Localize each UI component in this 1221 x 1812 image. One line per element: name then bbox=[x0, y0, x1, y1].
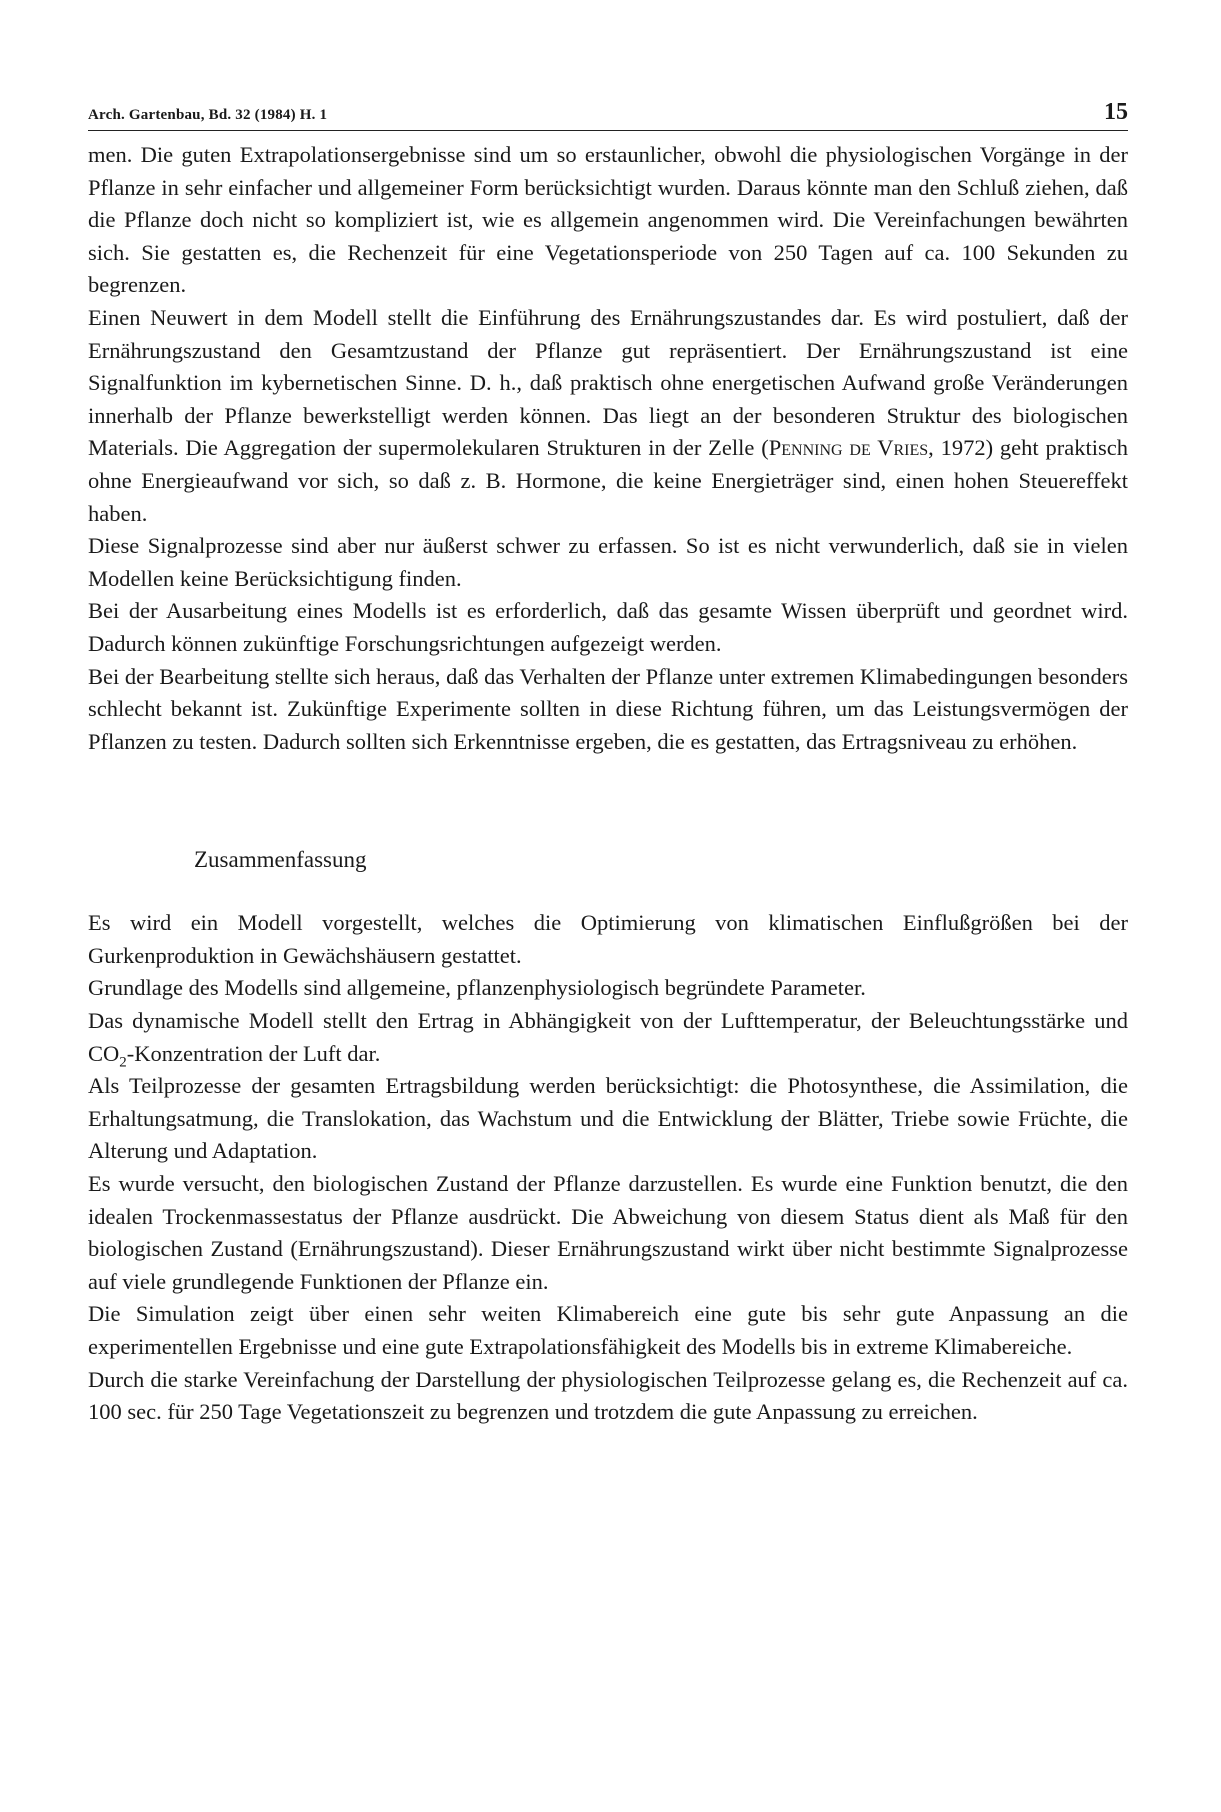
paragraph-text: , 1972) geht praktisch ohne Energieaufwand vor sich, so daß z. B. Hormone, die keine Energieträger sind, einen hohen Steuereffekt haben. bbox=[88, 435, 1128, 526]
section-heading-summary: Zusammenfassung bbox=[194, 847, 367, 873]
paragraph-model-development: Bei der Ausarbeitung eines Modells ist es erforderlich, daß das gesamte Wissen überprüft und geordnet wird. Dadurch können zukünftige Forschungsrichtungen aufgezeigt werden. bbox=[88, 598, 1128, 656]
citation-author: Penning de Vries bbox=[768, 435, 929, 461]
running-head bbox=[88, 96, 1128, 131]
paragraph-text: Einen Neuwert in dem Modell stellt die Einführung des Ernährungszustandes dar. Es wird postuliert, daß der Ernährungszustand den Gesamtzustand der Pflanze gut repräsentiert. Der Ernährungszustand ist eine Signalfunktion im kybernetischen Sinne. D. h., daß praktisch ohne energetischen Aufwand große Veränderungen innerhalb der Pflanze bewerkstelligt werden können. Das liegt an der besonderen Struktur des biologischen Materials. Die Aggregation der supermolekularen Strukturen in der Zelle ( bbox=[88, 304, 1128, 461]
summary-paragraph: Durch die starke Vereinfachung der Darstellung der physiologischen Teilprozesse gelang es, die Rechenzeit auf ca. 100 sec. für 250 Tage Vegetationszeit zu begrenzen und trotzdem die gute Anpassung zu erreichen. bbox=[88, 1366, 1128, 1425]
paragraph-text: Das dynamische Modell stellt den Ertrag in Abhängigkeit von der Lufttemperatur, der Beleuchtungsstärke und CO bbox=[88, 1008, 1128, 1066]
paragraph-signal-processes: Diese Signalprozesse sind aber nur äußerst schwer zu erfassen. So ist es nicht verwunderlich, daß sie in vielen Modellen keine Berücksichtigung finden. bbox=[88, 533, 1128, 591]
summary-paragraph: Es wird ein Modell vorgestellt, welches die Optimierung von klimatischen Einflußgrößen bei der Gurkenproduktion in Gewächshäusern gestattet. bbox=[88, 910, 1128, 968]
summary-paragraph: Die Simulation zeigt über einen sehr weiten Klimabereich eine gute bis sehr gute Anpassung an die experimentellen Ergebnisse und eine gute Extrapolationsfähigkeit des Modells bis in extreme Klimabereiche. bbox=[88, 1301, 1128, 1359]
paragraph-extrapolation: men. Die guten Extrapolationsergebnisse sind um so erstaunlicher, obwohl die physiologischen Vorgänge in der Pflanze in sehr einfacher und allgemeiner Form berücksichtigt wurden. Daraus könnte man den Schluß ziehen, daß die Pflanze doch nicht so kompliziert ist, wie es allgemein angenommen wird. Die Vereinfachungen bewährten sich. Sie gestatten es, die Rechenzeit für eine Vegetationsperiode von 250 Tagen auf ca. 100 Sekunden zu begrenzen. bbox=[88, 142, 1128, 298]
page-number: 15 bbox=[1104, 99, 1128, 125]
paragraph-text: -Konzentration der Luft dar. bbox=[126, 1040, 381, 1066]
summary-paragraph: Als Teilprozesse der gesamten Ertragsbildung werden berücksichtigt: die Photosynthese, die Assimilation, die Erhaltungsatmung, die Translokation, das Wachstum und die Entwicklung der Blätter, Triebe sowie Früchte, die Alterung und Adaptation. bbox=[88, 1073, 1128, 1164]
paragraph-nutrition-state bbox=[88, 302, 1128, 530]
article-body bbox=[88, 139, 1128, 758]
summary-paragraph bbox=[88, 1005, 1128, 1070]
page bbox=[88, 96, 1128, 1429]
summary-paragraph: Es wurde versucht, den biologischen Zustand der Pflanze darzustellen. Es wurde eine Funktion benutzt, die den idealen Trockenmassestatus der Pflanze ausdrückt. Die Abweichung von diesem Status dient als Maß für den biologischen Zustand (Ernährungszustand). Dieser Ernährungszustand wirkt über nicht bestimmte Signalprozesse auf viele grundlegende Funktionen der Pflanze ein. bbox=[88, 1171, 1128, 1294]
subscript: 2 bbox=[119, 1054, 127, 1071]
paragraph-extreme-climate: Bei der Bearbeitung stellte sich heraus, daß das Verhalten der Pflanze unter extremen Klimabedingungen besonders schlecht bekannt ist. Zukünftige Experimente sollten in diese Richtung führen, um das Leistungsvermögen der Pflanzen zu testen. Dadurch sollten sich Erkenntnisse ergeben, die es gestatten, das Ertragsniveau zu erhöhen. bbox=[88, 663, 1128, 754]
summary-section bbox=[88, 907, 1128, 1429]
summary-paragraph: Grundlage des Modells sind allgemeine, pflanzenphysiologisch begründete Parameter. bbox=[88, 975, 866, 1001]
journal-citation: Arch. Gartenbau, Bd. 32 (1984) H. 1 bbox=[88, 107, 328, 123]
